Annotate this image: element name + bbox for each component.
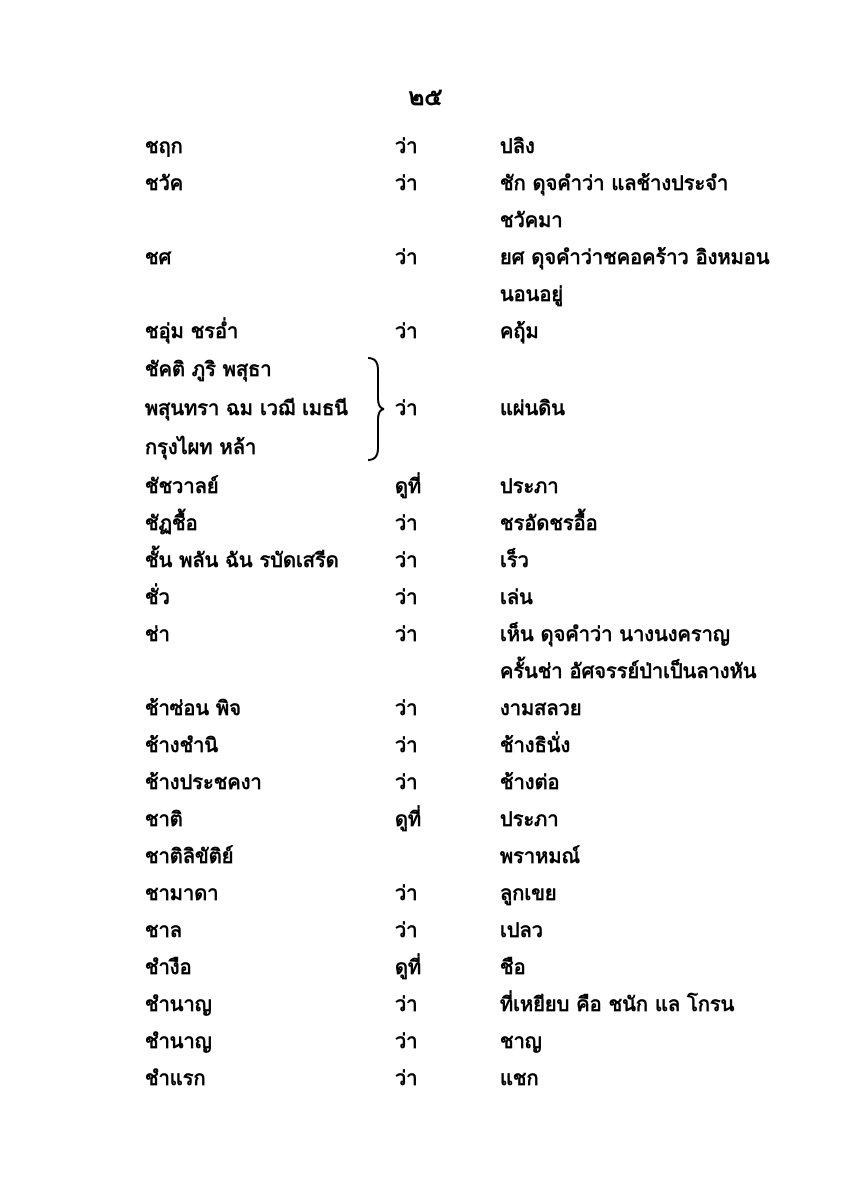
entry-definition [500,1023,830,1060]
entry-relation: ว่า [395,881,418,905]
glossary-entry [0,128,851,165]
entry-term: ช้างชำนิ [145,733,219,757]
entry-term-group [145,350,387,467]
glossary-entry [0,690,851,727]
entry-definition [500,313,830,350]
entry-definition [500,165,830,239]
glossary-list [0,128,851,1097]
entry-definition [500,875,830,912]
entry-relation: ดูที่ [395,474,422,498]
entry-term: ชาติลิขัติย์ [145,844,234,868]
entry-relation: ว่า [395,992,418,1016]
entry-term: ชวัค [145,171,184,195]
entry-term: ช้างประชคงา [145,770,262,794]
definition-line: แผ่นดิน [500,396,565,420]
definition-line: เล่น [500,585,533,609]
glossary-entry [0,313,851,350]
definition-line: ครั้นช่า อัศจรรย์ป่าเป็นลางหัน [500,659,757,683]
entry-term: ชาล [145,918,183,942]
entry-definition [500,616,830,690]
definition-line: คฤุ้ม [500,319,539,343]
definition-line: ชวัคมา [500,208,563,232]
entry-definition [500,1060,830,1097]
entry-definition [500,838,830,875]
entry-definition [500,801,830,838]
entry-relation: ว่า [395,1066,418,1090]
definition-line: ลูกเขย [500,881,557,905]
term-line: พสุนทรา ฉม เวฌี เมธนี [145,396,348,420]
definition-line: ช้างธินั่ง [500,733,571,757]
entry-term: ชำนาญ [145,1029,212,1053]
entry-definition [500,468,830,505]
definition-line: แชก [500,1066,539,1090]
entry-relation: ว่า [395,134,418,158]
entry-relation: ว่า [395,171,418,195]
entry-definition [500,727,830,764]
glossary-entry [0,239,851,313]
entry-term: ชฤก [145,134,183,158]
glossary-entry [0,505,851,542]
entry-definition [500,128,830,165]
entry-term: ชำนาญ [145,992,212,1016]
entry-definition [500,579,830,616]
entry-definition [500,690,830,727]
term-line: ชัคติ ภูริ พสุธา [145,357,272,381]
definition-line: ชรอัดชรอื้อ [500,511,598,535]
definition-line: ชาญ [500,1029,542,1053]
definition-line: งามสลวย [500,696,582,720]
entry-term: ชัฏชื้อ [145,511,198,535]
entry-relation: ว่า [395,770,418,794]
definition-line: เร็ว [500,548,529,572]
entry-relation: ว่า [395,511,418,535]
entry-relation: ว่า [395,622,418,646]
definition-line: ประภา [500,807,559,831]
entry-definition [500,949,830,986]
page-number: ๒๕ [408,83,443,111]
glossary-entry [0,542,851,579]
entry-term: ชามาดา [145,881,219,905]
definition-line: ยศ ดุจคำว่าชคอคร้าว อิงหมอน [500,245,770,269]
definition-line: ที่เหยียบ คือ ชนัก แล โกรน [500,992,735,1016]
entry-term: ช้าซ่อน พิจ [145,696,241,720]
definition-line: นอนอยู่ [500,282,564,306]
glossary-entry [0,727,851,764]
glossary-entry [0,875,851,912]
glossary-entry [0,468,851,505]
entry-relation: ว่า [395,733,418,757]
entry-relation: ดูที่ [395,955,422,979]
definition-line: ช้างต่อ [500,770,560,794]
glossary-entry [0,1023,851,1060]
entry-term: ชำแรก [145,1066,206,1090]
glossary-entry [0,912,851,949]
entry-term: ชำงือ [145,955,192,979]
entry-definition [500,505,830,542]
entry-definition [500,986,830,1023]
entry-relation: ว่า [395,585,418,609]
entry-definition [500,542,830,579]
entry-definition [500,764,830,801]
entry-relation: ว่า [395,696,418,720]
glossary-entry [0,838,851,875]
glossary-entry [0,764,851,801]
entry-relation: ว่า [395,396,418,420]
entry-relation: ดูที่ [395,807,422,831]
entry-relation: ว่า [395,548,418,572]
glossary-entry [0,801,851,838]
definition-line: ปลิง [500,134,535,158]
entry-relation: ว่า [395,918,418,942]
entry-definition [500,239,830,313]
term-line: กรุงไผท หล้า [145,435,257,459]
glossary-entry [0,616,851,690]
entry-relation: ว่า [395,1029,418,1053]
glossary-entry [0,579,851,616]
glossary-entry [0,949,851,986]
entry-definition [500,390,830,427]
definition-line: เปลว [500,918,544,942]
entry-term: ชอุ่ม ชรอ่ำ [145,319,239,343]
entry-term: ชัชวาลย์ [145,474,219,498]
glossary-entry [0,1060,851,1097]
definition-line: พราหมณ์ [500,844,581,868]
entry-relation: ว่า [395,319,418,343]
entry-relation: ว่า [395,245,418,269]
entry-term: ชาติ [145,807,183,831]
entry-term: ชั้น พลัน ฉัน รบัดเสรีด [145,548,339,572]
definition-line: ประภา [500,474,559,498]
definition-line: เห็น ดุจคำว่า นางนงคราญ [500,622,730,646]
glossary-entry [0,986,851,1023]
entry-term: ช่า [145,622,170,646]
right-brace-icon [366,356,386,462]
definition-line: ชือ [500,955,526,979]
definition-line: ชัก ดุจคำว่า แลช้างประจำ [500,171,729,195]
entry-term: ชั่ว [145,585,170,609]
glossary-entry [0,165,851,239]
entry-definition [500,912,830,949]
entry-term: ชศ [145,245,172,269]
glossary-entry-group [0,350,851,468]
